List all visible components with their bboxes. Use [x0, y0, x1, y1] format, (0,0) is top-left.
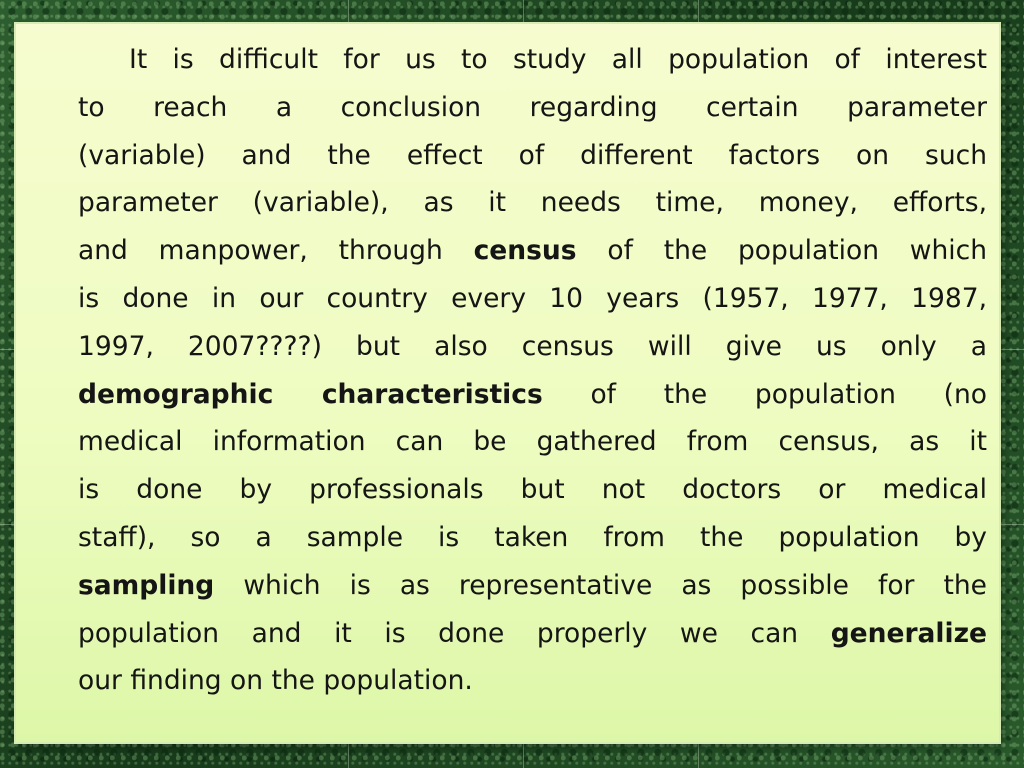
body-paragraph [78, 36, 987, 705]
term-sampling: sampling [78, 569, 215, 601]
paragraph-line: parameter (variable), as it needs time, money, efforts, [78, 187, 987, 219]
term-demographic-characteristics: demographic characteristics [78, 378, 543, 410]
paragraph-line: sampling which is as representative as possible for the [78, 569, 987, 601]
term-census: census [473, 235, 577, 267]
paragraph-line: It is difficult for us to study all population of interest [129, 44, 987, 75]
paragraph-line: is done by professionals but not doctors or medical [78, 474, 987, 506]
paragraph-line: our finding on the population. [78, 665, 473, 697]
paragraph-line: medical information can be gathered from census, as it [78, 426, 987, 458]
paragraph-line: 1997, 2007????) but also census will give us only a [78, 330, 987, 362]
paragraph-line: to reach a conclusion regarding certain parameter [78, 91, 987, 123]
paragraph-line: (variable) and the effect of different factors on such [78, 139, 987, 171]
paragraph-line: staff), so a sample is taken from the population by [78, 521, 987, 553]
term-generalize: generalize [830, 617, 987, 649]
paragraph-line: is done in our country every 10 years (1957, 1977, 1987, [78, 282, 987, 314]
paragraph-line: and manpower, through census of the population which [78, 235, 987, 267]
paragraph-line: demographic characteristics of the population (no [78, 378, 987, 410]
paragraph-line: population and it is done properly we can generalize [78, 617, 987, 649]
content-panel [16, 24, 999, 742]
